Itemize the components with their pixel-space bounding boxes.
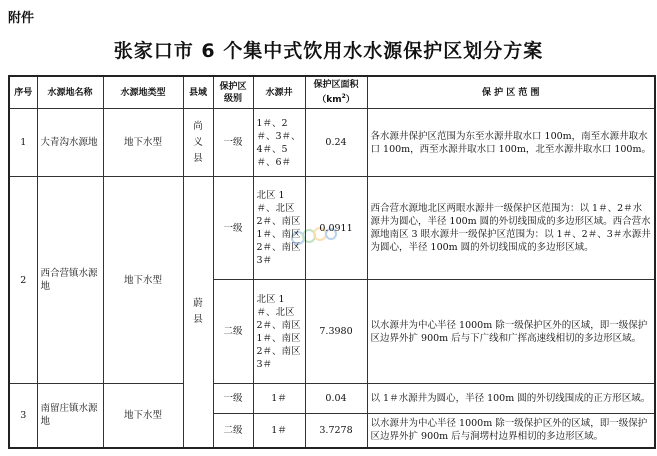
row-type: 地下水型: [103, 177, 183, 384]
header-scope: 保 护 区 范 围: [367, 76, 655, 109]
row-level: 一级: [213, 177, 253, 280]
row-wells: 1＃: [253, 384, 305, 414]
table-row: [9, 177, 655, 280]
row-area: 7.3980: [305, 280, 367, 384]
header-name: 水源地名称: [37, 76, 103, 109]
header-area-sup: 2: [341, 93, 346, 100]
row-scope: 以水源井为中心半径 1000m 除一级保护区外的区域，即一级保护区边界外扩 900m 后与下广线和广挥高速线相切的多边形区域。: [367, 280, 655, 384]
row-level: 一级: [213, 384, 253, 414]
row-area: 0.0911: [305, 177, 367, 280]
row-wells: 1＃: [253, 414, 305, 448]
row-name: 南留庄镇水源地: [37, 384, 103, 448]
row-area: 3.7278: [305, 414, 367, 448]
header-seq: 序号: [9, 76, 37, 109]
row-wells: 北区 1＃、北区 2＃、南区 1＃、南区 2＃、南区 3＃: [253, 177, 305, 280]
header-wells: 水源井: [253, 76, 305, 109]
row-name: 大青沟水源地: [37, 109, 103, 177]
header-level: 保护区级别: [213, 76, 253, 109]
protection-zone-table: [8, 75, 656, 449]
row-area: 0.24: [305, 109, 367, 177]
row-type: 地下水型: [103, 384, 183, 448]
row-wells: 1＃、2＃、3＃、4＃、5＃、6＃: [253, 109, 305, 177]
row-scope: 以水源井为中心半径 1000m 除一级保护区外的区域，即一级保护区边界外扩 900m 后与涧塄村边界相切的多边形区域。: [367, 414, 655, 448]
header-type: 水源地类型: [103, 76, 183, 109]
row-county: [183, 109, 213, 177]
county-text: 尚义县: [193, 120, 203, 164]
row-area: 0.04: [305, 384, 367, 414]
county-text: 蔚县: [193, 297, 203, 325]
row-scope: 以 1＃水源井为圆心，半径 100m 圆的外切线围成的正方形区域。: [367, 384, 655, 414]
row-name: 西合营镇水源地: [37, 177, 103, 384]
header-county: 县域: [183, 76, 213, 109]
row-county: [183, 177, 213, 448]
row-scope: 西合营水源地北区两眼水源井一级保护区范围为：以 1＃、2＃水源井为圆心，半径 100m 圆的外切线围成的多边形区域。西合营水源地南区 3 眼水源井一级保护区范围为：以 1＃、2＃、3＃水源井为圆心，半径 100m 圆的外切线围成的多边形区域。: [367, 177, 655, 280]
attachment-label: 附件: [8, 11, 35, 26]
row-type: 地下水型: [103, 109, 183, 177]
table-row: [9, 109, 655, 177]
row-level: 一级: [213, 109, 253, 177]
header-area: [305, 76, 367, 109]
header-area-text: 保护区面积（km: [313, 80, 359, 105]
row-seq: 2: [9, 177, 37, 384]
row-level: 二级: [213, 414, 253, 448]
page-title: 张家口市 6 个集中式饮用水水源保护区划分方案: [113, 40, 544, 62]
row-seq: 3: [9, 384, 37, 448]
row-level: 二级: [213, 280, 253, 384]
row-scope: 各水源井保护区范围为东至水源井取水口 100m，南至水源井取水口 100m，西至水源井取水口 100m，北至水源井取水口 100m。: [367, 109, 655, 177]
header-area-close: ）: [345, 95, 355, 105]
table-row: [9, 384, 655, 414]
table-header-row: [9, 76, 655, 109]
row-wells: 北区 1＃、北区 2＃、南区 1＃、南区 2＃、南区 3＃: [253, 280, 305, 384]
row-seq: 1: [9, 109, 37, 177]
